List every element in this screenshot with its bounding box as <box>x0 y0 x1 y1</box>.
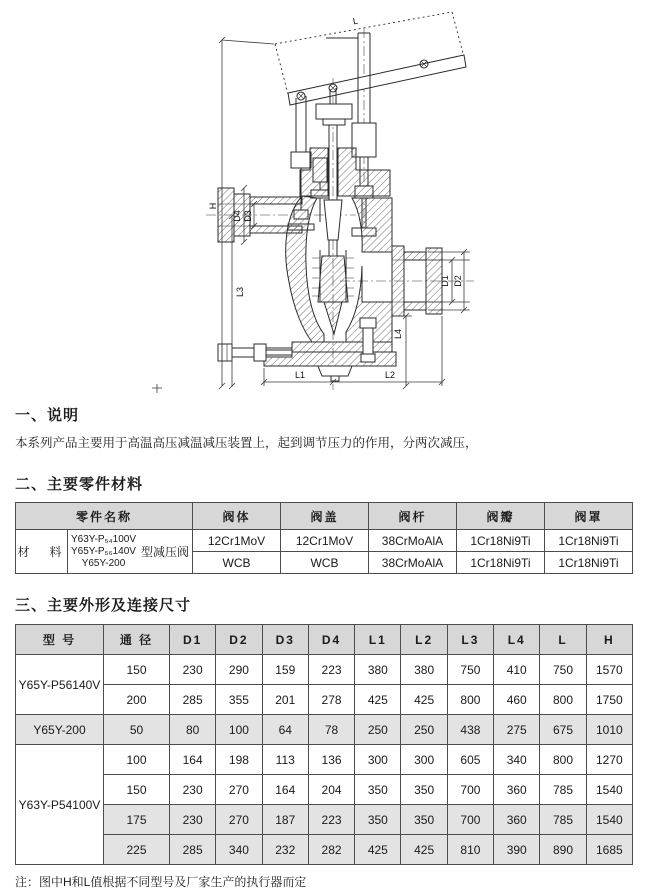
dim-label-L2: L2 <box>384 370 396 380</box>
model-cell: Y65Y-P56140V <box>16 655 104 715</box>
table-cell: 150 <box>104 775 170 805</box>
table-cell: 1270 <box>586 745 632 775</box>
table-row <box>16 715 633 745</box>
column-header: 通 径 <box>104 625 170 655</box>
column-header-part-name: 零件名称 <box>16 503 193 530</box>
column-header: D4 <box>308 625 354 655</box>
valve-internals <box>312 200 354 334</box>
model-cell: Y65Y-200 <box>16 715 104 745</box>
table-cell: 225 <box>104 835 170 865</box>
table-cell: 605 <box>447 745 493 775</box>
dim-label-D1: D1 <box>440 275 450 287</box>
table-cell: 159 <box>262 655 308 685</box>
table-cell: 175 <box>104 805 170 835</box>
header-row <box>16 625 633 655</box>
table-cell: 1685 <box>586 835 632 865</box>
dim-label-L: L <box>352 15 359 27</box>
table-cell: 360 <box>494 775 540 805</box>
table-row <box>16 745 633 775</box>
table-row <box>16 775 633 805</box>
column-header: 型 号 <box>16 625 104 655</box>
table-cell: 380 <box>355 655 401 685</box>
column-header: L2 <box>401 625 447 655</box>
footnote: 注：图中H和L值根据不同型号及厂家生产的执行器而定 <box>15 875 307 889</box>
dim-label-D3: D3 <box>243 210 253 222</box>
table-cell: 150 <box>104 655 170 685</box>
table-cell: 700 <box>447 805 493 835</box>
table-cell: 223 <box>308 655 354 685</box>
table-cell: 300 <box>355 745 401 775</box>
table-cell: 285 <box>170 685 216 715</box>
table-cell: 64 <box>262 715 308 745</box>
table-cell: 1570 <box>586 655 632 685</box>
model-list-cell <box>68 530 193 574</box>
model-line: Y65Y-P₅₆140V <box>71 545 136 557</box>
table-cell: 700 <box>447 775 493 805</box>
table-cell: 200 <box>104 685 170 715</box>
table-cell: 350 <box>355 775 401 805</box>
table-cell: 350 <box>401 775 447 805</box>
header-row <box>16 503 633 530</box>
table-cell: 250 <box>355 715 401 745</box>
table-cell: 204 <box>308 775 354 805</box>
dim-label-D2: D2 <box>453 275 463 287</box>
column-header: H <box>586 625 632 655</box>
column-header: L1 <box>355 625 401 655</box>
dim-label-L4: L4 <box>393 328 403 340</box>
table-cell: 380 <box>401 655 447 685</box>
section1-title: 一、说明 <box>15 407 80 424</box>
model-line: Y65Y-200 <box>81 557 126 569</box>
table-cell: 425 <box>355 685 401 715</box>
materials-table <box>15 502 633 574</box>
table-cell: 1750 <box>586 685 632 715</box>
page-content <box>0 404 648 890</box>
table-cell: 230 <box>170 805 216 835</box>
table-cell: 187 <box>262 805 308 835</box>
table-cell: 50 <box>104 715 170 745</box>
table-cell: 460 <box>494 685 540 715</box>
table-cell: 270 <box>216 805 262 835</box>
table-cell: 38CrMoAlA <box>368 552 456 574</box>
table-cell: 1Cr18Ni9Ti <box>456 552 544 574</box>
table-cell: 290 <box>216 655 262 685</box>
table-cell: 278 <box>308 685 354 715</box>
table-row <box>16 685 633 715</box>
table-row <box>16 835 633 865</box>
table-cell: 355 <box>216 685 262 715</box>
table-cell: 230 <box>170 775 216 805</box>
table-row <box>16 530 633 552</box>
column-header-hood: 阀罩 <box>544 503 632 530</box>
table-cell: 1Cr18Ni9Ti <box>456 530 544 552</box>
table-cell: 350 <box>355 805 401 835</box>
table-cell: 275 <box>494 715 540 745</box>
table-cell: 12Cr1MoV <box>281 530 369 552</box>
column-header-body: 阀体 <box>193 503 281 530</box>
table-cell: 223 <box>308 805 354 835</box>
table-cell: 810 <box>447 835 493 865</box>
table-cell: 360 <box>494 805 540 835</box>
table-cell: 1Cr18Ni9Ti <box>544 552 632 574</box>
table-cell: 270 <box>216 775 262 805</box>
table-cell: 285 <box>170 835 216 865</box>
table-cell: 198 <box>216 745 262 775</box>
section2-title: 二、主要零件材料 <box>15 476 144 493</box>
table-cell: 425 <box>401 685 447 715</box>
table-cell: 80 <box>170 715 216 745</box>
dim-label-L3: L3 <box>235 286 245 298</box>
dim-label-H: H <box>208 202 218 210</box>
table-cell: 425 <box>355 835 401 865</box>
section1-body: 本系列产品主要用于高温高压减温减压装置上，起到调节压力的作用，分两次减压， <box>15 436 478 450</box>
column-header-disc: 阀瓣 <box>456 503 544 530</box>
table-cell: 232 <box>262 835 308 865</box>
table-cell: 675 <box>540 715 586 745</box>
table-cell: 890 <box>540 835 586 865</box>
table-cell: 136 <box>308 745 354 775</box>
table-cell: 390 <box>494 835 540 865</box>
section3-title: 三、主要外形及连接尺寸 <box>15 597 192 614</box>
table-cell: 1Cr18Ni9Ti <box>544 530 632 552</box>
model-suffix: 型减压阀 <box>141 545 190 559</box>
table-cell: WCB <box>281 552 369 574</box>
table-cell: 38CrMoAlA <box>368 530 456 552</box>
model-cell: Y63Y-P54100V <box>16 745 104 865</box>
lever-arm <box>288 55 466 105</box>
table-cell: 800 <box>447 685 493 715</box>
table-cell: 785 <box>540 805 586 835</box>
table-cell: 282 <box>308 835 354 865</box>
column-header: D2 <box>216 625 262 655</box>
table-cell: 230 <box>170 655 216 685</box>
table-cell: 250 <box>401 715 447 745</box>
table-cell: 300 <box>401 745 447 775</box>
table-cell: 750 <box>447 655 493 685</box>
dim-label-L1: L1 <box>294 370 306 380</box>
table-cell: 800 <box>540 685 586 715</box>
valve-drawing-svg <box>0 0 648 398</box>
table-cell: 1540 <box>586 775 632 805</box>
table-row <box>16 655 633 685</box>
table-cell: 340 <box>494 745 540 775</box>
dim-label-D4: D4 <box>232 210 242 222</box>
table-cell: 1010 <box>586 715 632 745</box>
table-cell: 164 <box>262 775 308 805</box>
table-cell: WCB <box>193 552 281 574</box>
table-cell: 100 <box>216 715 262 745</box>
model-line: Y63Y-P₅₄100V <box>70 533 136 545</box>
table-cell: 201 <box>262 685 308 715</box>
table-cell: 425 <box>401 835 447 865</box>
table-cell: 164 <box>170 745 216 775</box>
table-cell: 800 <box>540 745 586 775</box>
table-row <box>16 805 633 835</box>
table-cell: 12Cr1MoV <box>193 530 281 552</box>
table-cell: 410 <box>494 655 540 685</box>
column-header-stem: 阀杆 <box>368 503 456 530</box>
table-cell: 340 <box>216 835 262 865</box>
table-cell: 750 <box>540 655 586 685</box>
column-header: L3 <box>447 625 493 655</box>
material-row-label: 材 料 <box>16 530 68 574</box>
column-header: L <box>540 625 586 655</box>
column-header: D1 <box>170 625 216 655</box>
valve-technical-drawing <box>0 0 648 398</box>
table-cell: 78 <box>308 715 354 745</box>
column-header: L4 <box>494 625 540 655</box>
table-cell: 350 <box>401 805 447 835</box>
table-cell: 438 <box>447 715 493 745</box>
table-cell: 113 <box>262 745 308 775</box>
table-cell: 785 <box>540 775 586 805</box>
dimensions-table <box>15 624 633 865</box>
column-header: D3 <box>262 625 308 655</box>
table-cell: 1540 <box>586 805 632 835</box>
column-header-bonnet: 阀盖 <box>281 503 369 530</box>
table-cell: 100 <box>104 745 170 775</box>
